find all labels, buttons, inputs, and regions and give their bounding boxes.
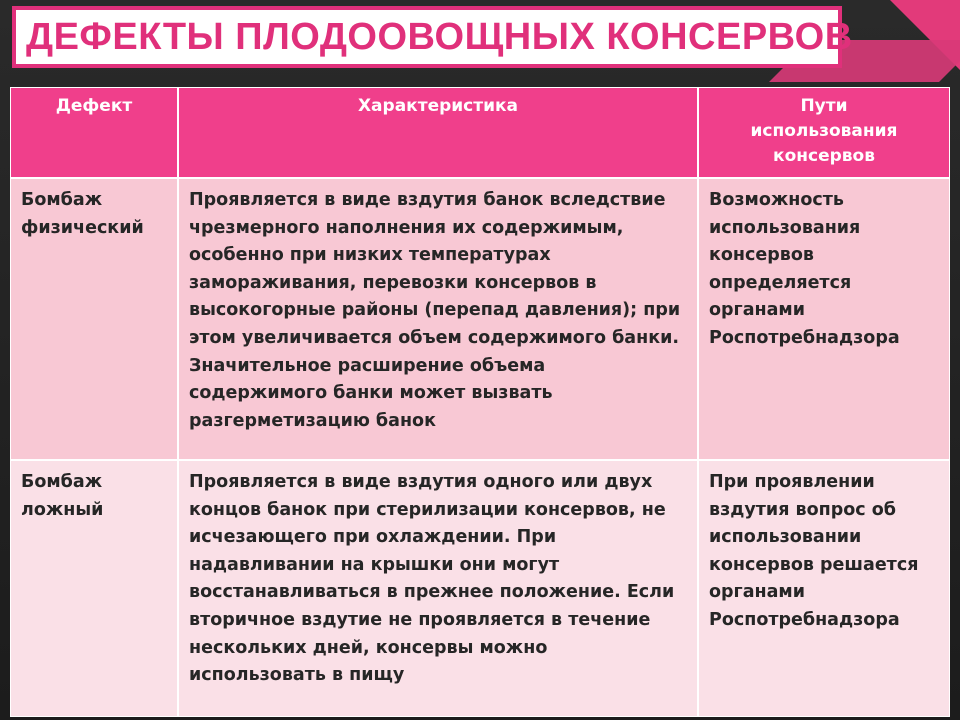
row-1-defect: Бомбаж физический [10, 178, 178, 460]
header-characteristic: Характеристика [178, 87, 698, 178]
header-usage: Пути использования консервов [698, 87, 950, 178]
defects-table [10, 87, 950, 717]
slide-title: ДЕФЕКТЫ ПЛОДООВОЩНЫХ КОНСЕРВОВ [26, 15, 853, 58]
row-2-defect: Бомбаж ложный [10, 460, 178, 717]
title-box [12, 6, 853, 68]
row-2-characteristic: Проявляется в виде вздутия одного или двух концов банок при стерилизации консервов, не исчезающего при охлаждении. При надавливании на крышки они могут восстанавливаться в прежнее положение. Если вторичное вздутие не проявляется в течение нескольких дней, консервы можно использовать в пищу [178, 460, 698, 717]
header-defect: Дефект [10, 87, 178, 178]
row-1-characteristic: Проявляется в виде вздутия банок вследствие чрезмерного наполнения их содержимым, особенно при низких температурах замораживания, перевозки консервов в высокогорные районы (перепад давления); при этом увеличивается объем содержимого банки. Значительное расширение объема содержимого банки может вызвать разгерметизацию банок [178, 178, 698, 460]
row-1-usage: Возможность использования консервов определяется органами Роспотребнадзора [698, 178, 950, 460]
row-2-usage: При проявлении вздутия вопрос об использовании консервов решается органами Роспотребнадзора [698, 460, 950, 717]
